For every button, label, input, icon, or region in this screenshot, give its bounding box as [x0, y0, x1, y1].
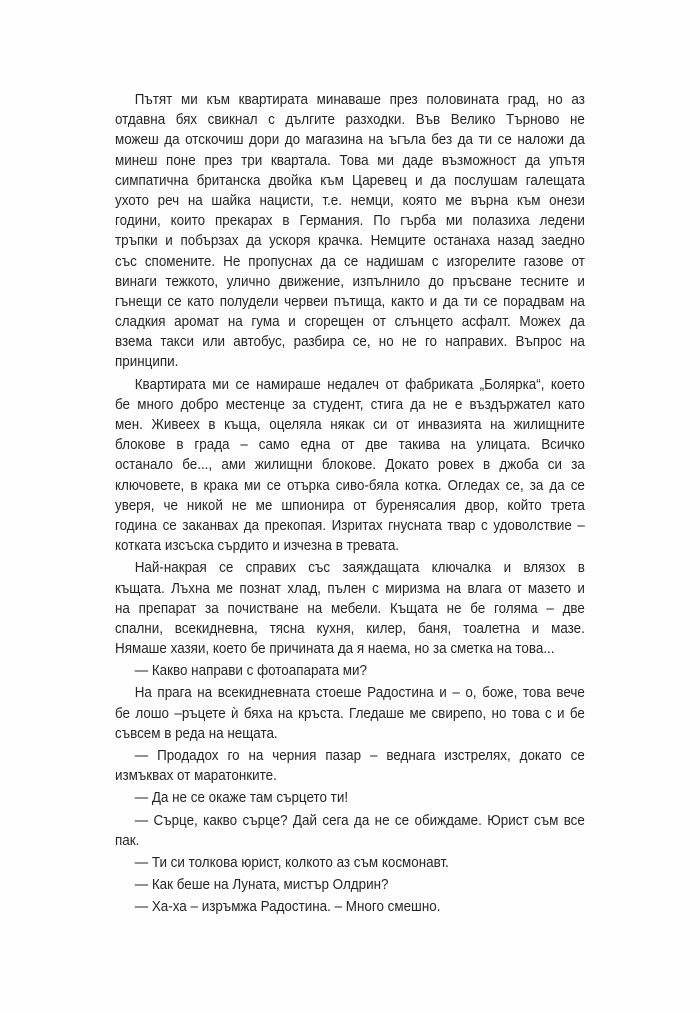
- text-line: Нямаше хазяи, което бе причината да я наема, но за сметка на това...: [115, 640, 555, 658]
- text-line: — Ти си толкова юрист, колкото аз съм космонавт.: [134, 853, 449, 871]
- text-line: котката изсъска сърдито и изчезна в тревата.: [115, 537, 400, 555]
- text-line: къщата. Лъхна ме познат хлад, пълен с миризма на влага от мазето и: [115, 579, 585, 597]
- text-line: блокове в града – само една от две такива на улицата. Всичко: [115, 436, 585, 454]
- text-line: със спомените. Не пропуснах да се надишам с изгорелите газове от: [115, 252, 585, 270]
- text-line: отдавна бях свикнал с дългите разходки. Във Велико Търново не: [115, 111, 585, 129]
- text-line: винаги тежкото, улично движение, изпълнило до пръсване тесните и: [115, 272, 585, 290]
- text-line: останало бе..., ами жилищни блокове. Докато ровех в джоба си за: [115, 456, 585, 474]
- paragraph: [115, 90, 585, 373]
- text-line: ключовете, в крака ми се отърка сиво-бяла котка. Огледах се, за да се: [115, 476, 585, 494]
- text-line: На прага на всекидневната стоеше Радостина и – о, боже, това вече: [134, 684, 585, 702]
- text-line: ухото реч на шайка нацисти, т.е. немци, която ме върна към онези: [115, 191, 585, 209]
- dialogue-line: [115, 661, 585, 681]
- text-line: — Как беше на Луната, мистър Олдрин?: [134, 876, 389, 894]
- text-line: бе лошо –ръцете ѝ бяха на кръста. Гледаше ме свирепо, но това с и бе: [115, 704, 585, 722]
- text-line: Квартирата ми се намираше недалеч от фабриката „Болярка“, което: [134, 375, 585, 393]
- text-line: година се заканвах да прекопая. Изритах гнусната твар с удоволствие –: [115, 516, 585, 534]
- text-line: спални, всекидневна, тясна кухня, килер, баня, тоалетна и мазе.: [115, 619, 585, 637]
- dialogue-line: [115, 746, 585, 786]
- paragraph: [115, 683, 585, 744]
- text-line: — Да не се окаже там сърцето ти!: [134, 789, 349, 807]
- dialogue-line: [115, 853, 585, 873]
- text-line: гънещи се като полудели червеи пътища, както и да ти се порадвам на: [115, 292, 585, 310]
- body-text: [115, 90, 585, 918]
- text-line: — Продадох го на черния пазар – веднага изстрелях, докато се: [134, 747, 585, 764]
- text-line: — Какво направи с фотоапарата ми?: [134, 662, 367, 680]
- dialogue-line: [115, 875, 585, 895]
- paragraph: [115, 558, 585, 659]
- text-line: взема такси или автобус, разбира се, но не го направих. Въпрос на: [115, 333, 585, 351]
- text-line: симпатична британска двойка към Царевец и да послушам галещата: [115, 171, 585, 189]
- text-line: мен. Живеех в къща, оцеляла някак си от инвазията на жилищните: [115, 416, 585, 433]
- dialogue-line: [115, 897, 585, 917]
- dialogue-line: [115, 788, 585, 808]
- text-line: пак.: [115, 831, 140, 849]
- text-line: — Сърце, какво сърце? Дай сега да не се обиждаме. Юрист съм все: [134, 811, 585, 829]
- paragraph: [115, 375, 585, 557]
- text-line: измъквах от маратонките.: [115, 767, 277, 785]
- text-line: — Ха-ха – изръмжа Радостина. – Много смешно.: [134, 898, 441, 916]
- text-line: бе много добро местенце за студент, стига да не е въздържател като: [115, 395, 585, 413]
- text-line: сладкия аромат на гума и сгорещен от слънцето асфалт. Можех да: [115, 313, 585, 331]
- text-line: тръпки и побързах да ускоря крачка. Немците останаха назад заедно: [115, 232, 585, 250]
- text-line: години, които прекарах в Германия. По гърба ми полазиха ледени: [115, 212, 585, 230]
- text-line: принципи.: [115, 353, 179, 371]
- text-line: на препарат за почистване на мебели. Къщата не бе голяма – две: [115, 599, 585, 617]
- text-line: Пътят ми към квартирата минаваше през половината град, но аз: [134, 91, 585, 108]
- text-line: съвсем в реда на нещата.: [115, 724, 278, 742]
- text-line: можеш да отскочиш дори до магазина на ъгъла без да ти се наложи да: [115, 131, 585, 149]
- dialogue-line: [115, 811, 585, 851]
- text-line: Най-накрая се справих със заяждащата ключалка и влязох в: [134, 559, 585, 577]
- text-line: минеш поне през три квартала. Това ми даде възможност да упътя: [115, 151, 585, 169]
- text-line: уверя, че никой не ме шпионира от буренясалия двор, който трета: [115, 496, 585, 514]
